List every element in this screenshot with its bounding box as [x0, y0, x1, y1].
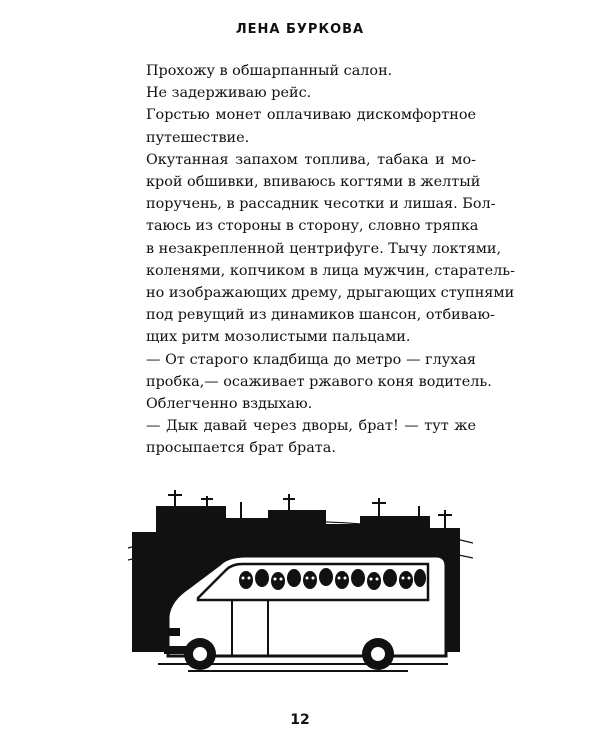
paragraph: [146, 349, 492, 393]
paragraph: [146, 82, 476, 104]
text-line: — От старого кладбища до метро — глухая: [146, 351, 476, 368]
minibus: [164, 556, 446, 670]
paragraph: [146, 104, 476, 148]
minibus-illustration: [128, 488, 473, 678]
text-line: но изображающих дрему, дрыгающих ступнями: [146, 285, 515, 302]
text-line: просыпается брат брата.: [146, 440, 336, 457]
running-header-author: ЛЕНА БУРКОВА: [235, 22, 365, 37]
text-line: — Дык давай через дворы, брат! — тут же: [146, 418, 476, 435]
text-line: таюсь из стороны в сторону, словно тряпка: [146, 218, 479, 235]
body-text: [146, 60, 515, 460]
text-line: пробка,— осаживает ржавого коня водитель.: [146, 373, 492, 390]
paragraph: [146, 393, 476, 415]
text-line: путешествие.: [146, 129, 250, 146]
paragraph: [146, 149, 515, 349]
text-line: Не задерживаю рейс.: [146, 85, 312, 102]
text-line: под ревущий из динамиков шансон, отбиваю-: [146, 307, 495, 324]
paragraph: [146, 60, 476, 82]
text-line: коленями, копчиком в лица мужчин, старатель-: [146, 262, 515, 279]
text-line: Окутанная запахом топлива, табака и мо-: [146, 151, 476, 168]
text-line: крой обшивки, впиваюсь когтями в желтый: [146, 174, 481, 191]
text-line: Горстью монет оплачиваю дискомфортное: [146, 107, 476, 124]
text-line: в незакрепленной центрифуге. Тычу локтями,: [146, 240, 502, 257]
text-line: Прохожу в обшарпанный салон.: [146, 63, 393, 79]
text-line: поручень, в рассадник чесотки и лишая. Бол-: [146, 196, 496, 213]
text-line: щих ритм мозолистыми пальцами.: [146, 329, 411, 346]
page-number: 12: [290, 712, 310, 728]
text-line: Облегченно вздыхаю.: [146, 396, 313, 413]
paragraph: [146, 415, 476, 459]
